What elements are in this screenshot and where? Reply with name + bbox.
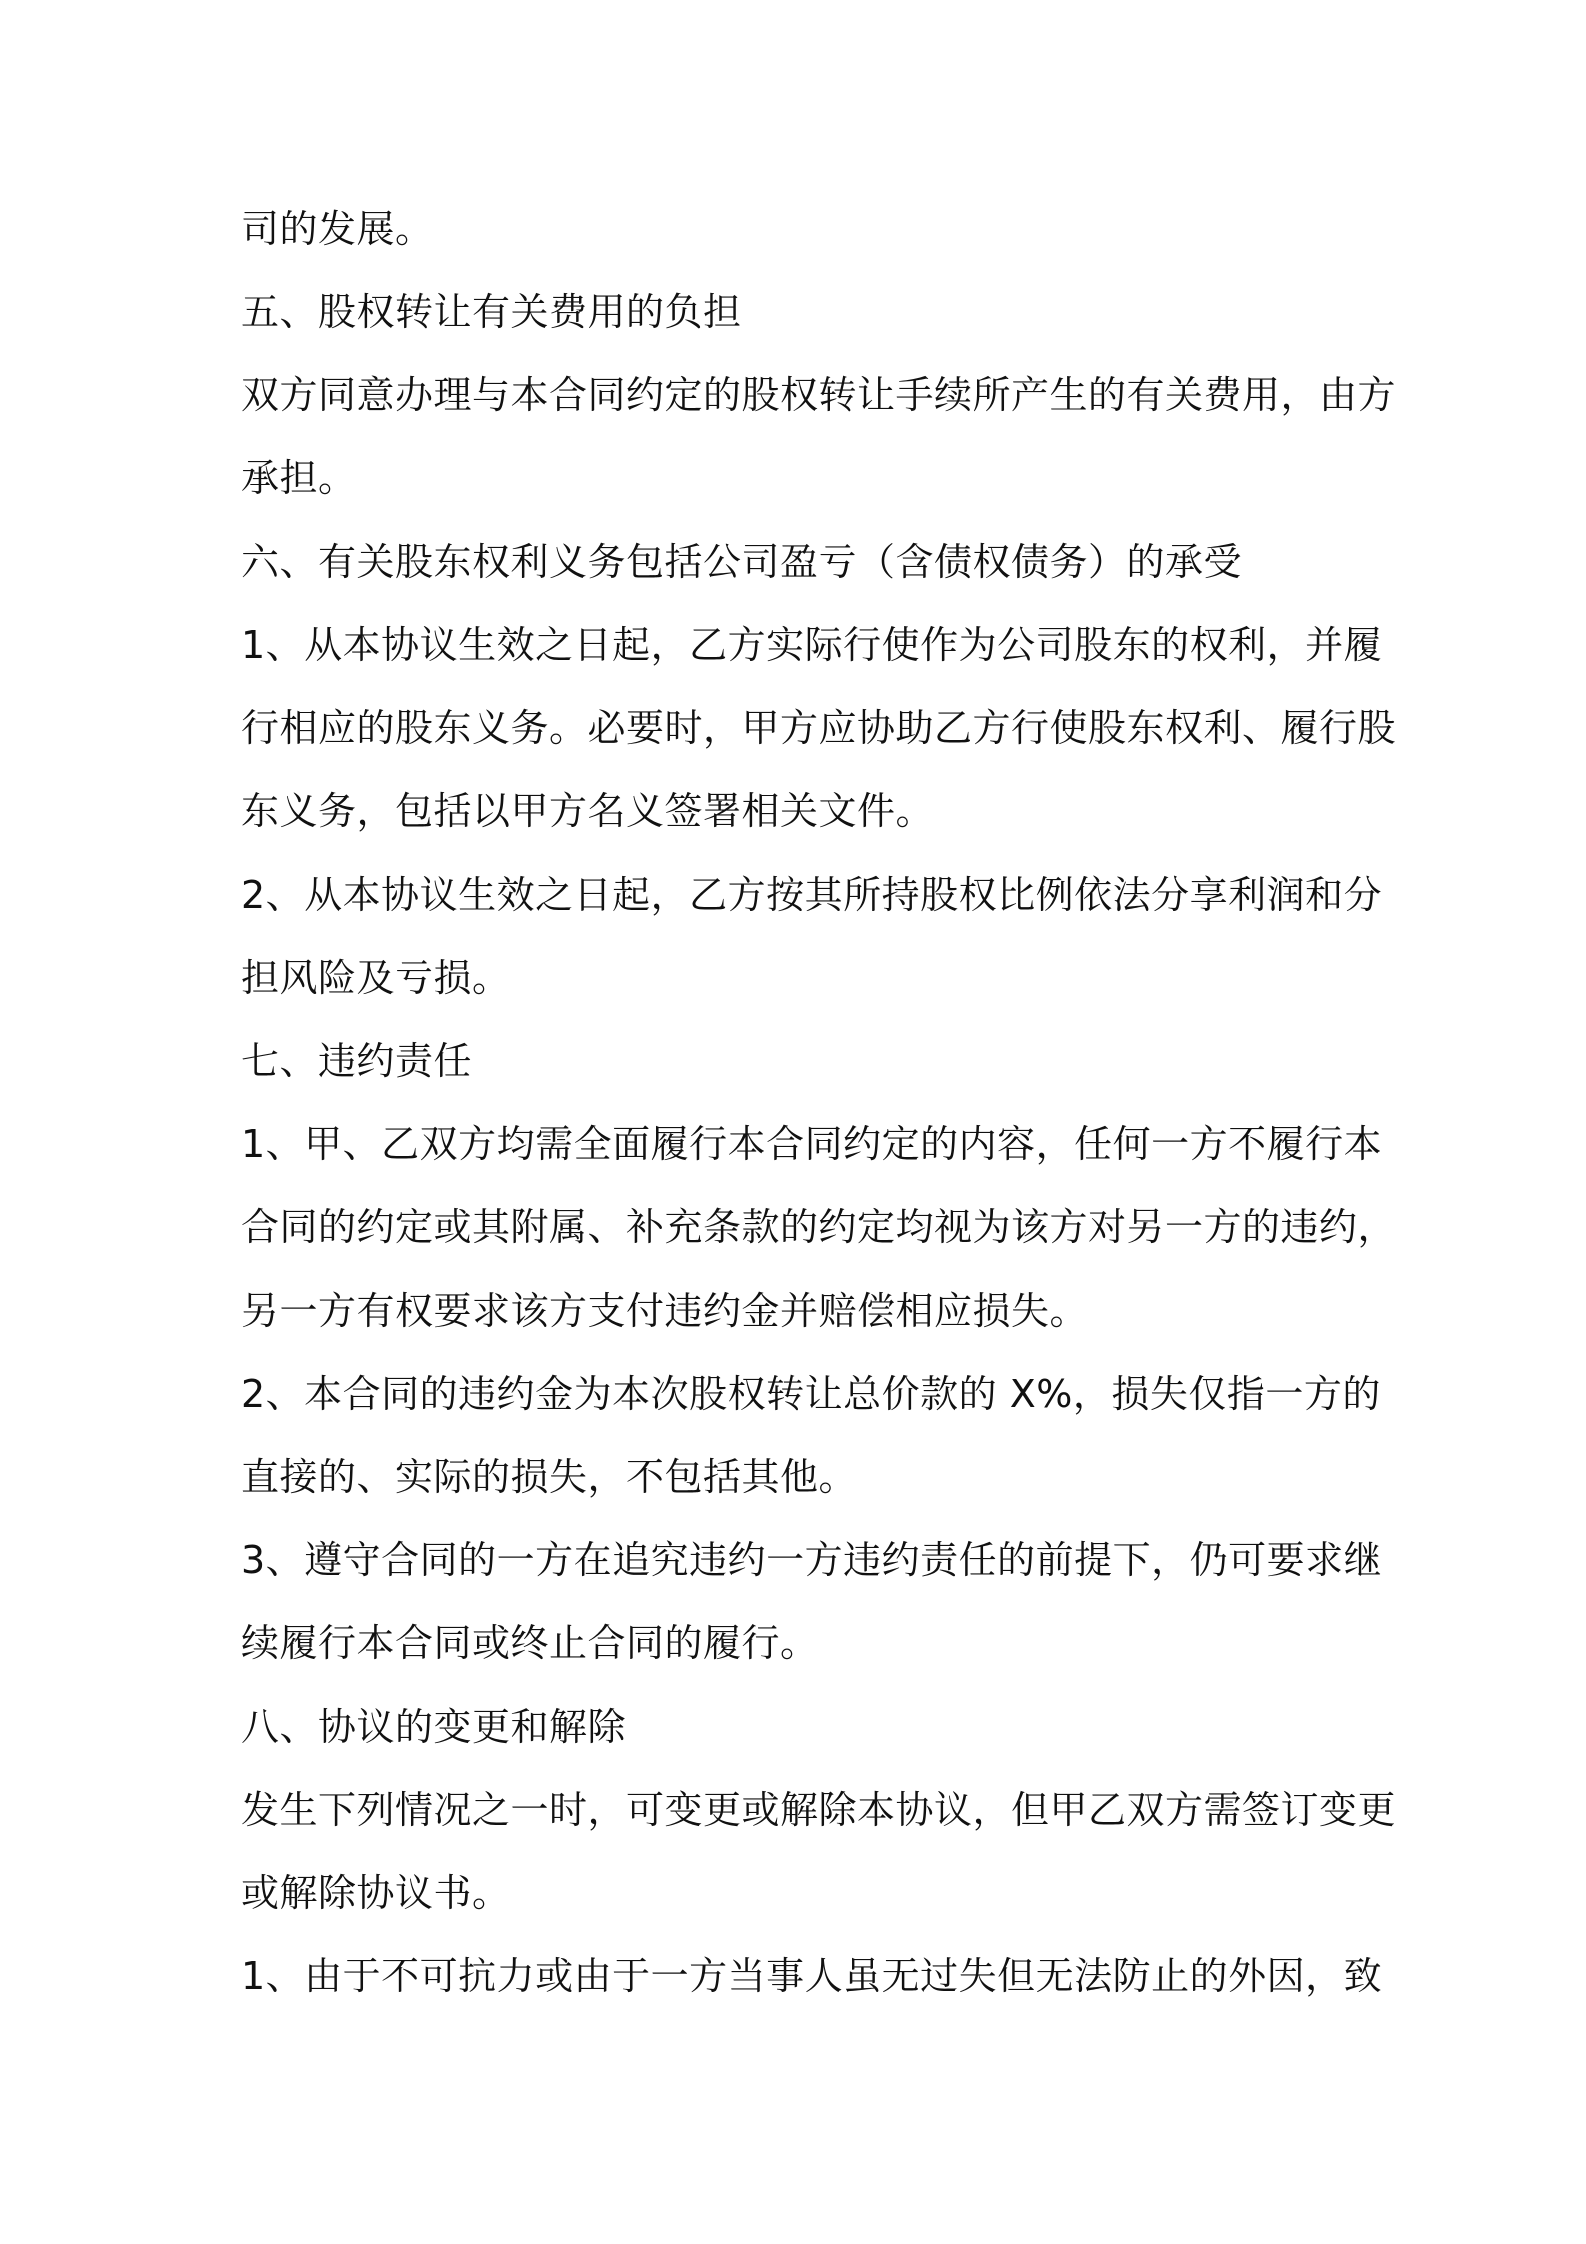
section-heading-5: 五、股权转让有关费用的负担 — [241, 290, 742, 334]
section-heading-8: 八、协议的变更和解除 — [241, 1705, 627, 1749]
text-line: 担风险及亏损。 — [241, 956, 511, 1000]
text-line: 3、遵守合同的一方在追究违约一方违约责任的前提下，仍可要求继 — [241, 1538, 1383, 1582]
text-line: 发生下列情况之一时，可变更或解除本协议，但甲乙双方需签订变更 — [241, 1788, 1397, 1832]
text-line: 2、从本协议生效之日起，乙方按其所持股权比例依法分享利润和分 — [241, 873, 1383, 917]
section-heading-7: 七、违约责任 — [241, 1039, 473, 1083]
text-line: 东义务，包括以甲方名义签署相关文件。 — [241, 789, 935, 833]
text-line: 承担。 — [241, 456, 357, 500]
text-line: 行相应的股东义务。必要时，甲方应协助乙方行使股东权利、履行股 — [241, 706, 1397, 750]
text-line: 1、由于不可抗力或由于一方当事人虽无过失但无法防止的外因，致 — [241, 1954, 1383, 1998]
text-line: 双方同意办理与本合同约定的股权转让手续所产生的有关费用，由方 — [241, 373, 1397, 417]
text-line: 司的发展。 — [241, 207, 434, 251]
text-line: 另一方有权要求该方支付违约金并赔偿相应损失。 — [241, 1289, 1089, 1333]
text-line: 合同的约定或其附属、补充条款的约定均视为该方对另一方的违约， — [241, 1205, 1397, 1249]
text-line: 1、甲、乙双方均需全面履行本合同约定的内容，任何一方不履行本 — [241, 1122, 1383, 1166]
text-line: 或解除协议书。 — [241, 1871, 511, 1915]
text-line: 续履行本合同或终止合同的履行。 — [241, 1621, 819, 1665]
text-line: 2、本合同的违约金为本次股权转让总价款的 X%，损失仅指一方的 — [241, 1372, 1381, 1416]
text-line: 直接的、实际的损失，不包括其他。 — [241, 1455, 858, 1499]
text-line: 1、从本协议生效之日起，乙方实际行使作为公司股东的权利，并履 — [241, 623, 1383, 667]
section-heading-6: 六、有关股东权利义务包括公司盈亏（含债权债务）的承受 — [241, 540, 1243, 584]
